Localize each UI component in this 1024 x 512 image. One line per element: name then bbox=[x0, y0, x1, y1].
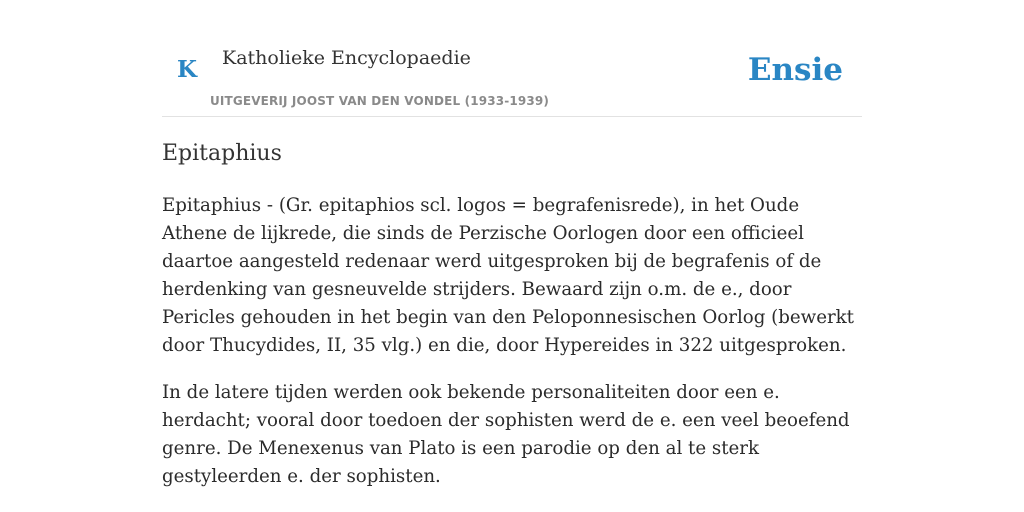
ensie-brand-link[interactable]: Ensie bbox=[747, 52, 843, 88]
site-title[interactable]: Katholieke Encyclopaedie bbox=[222, 47, 471, 69]
publisher-label: UITGEVERIJ JOOST VAN DEN VONDEL (1933-1939) bbox=[210, 94, 550, 108]
page-title: Epitaphius bbox=[162, 141, 282, 166]
site-header bbox=[162, 0, 862, 117]
article-paragraph: Epitaphius - (Gr. epitaphios scl. logos = begrafenisrede), in het Oude Athene de lijkrede, die sinds de Perzische Oorlogen door een officieel daartoe aangesteld redenaar werd uitgesproken bij de begrafenis of de herdenking van gesneuvelde strijders. Bewaard zijn o.m. de e., door Pericles gehouden in het begin van den Peloponnesischen Oorlog (bewerkt door Thucydides, II, 35 vlg.) en die, door Hypereides in 322 uitgesproken. bbox=[162, 195, 854, 356]
article bbox=[162, 137, 862, 491]
encyclopedia-logo[interactable]: K bbox=[177, 56, 197, 83]
article-paragraph: In de latere tijden werden ook bekende personaliteiten door een e. herdacht; vooral door toedoen der sophisten werd de e. een veel beoefend genre. De Menexenus van Plato is een parodie op den al te sterk gestyleerden e. der sophisten. bbox=[162, 382, 850, 487]
